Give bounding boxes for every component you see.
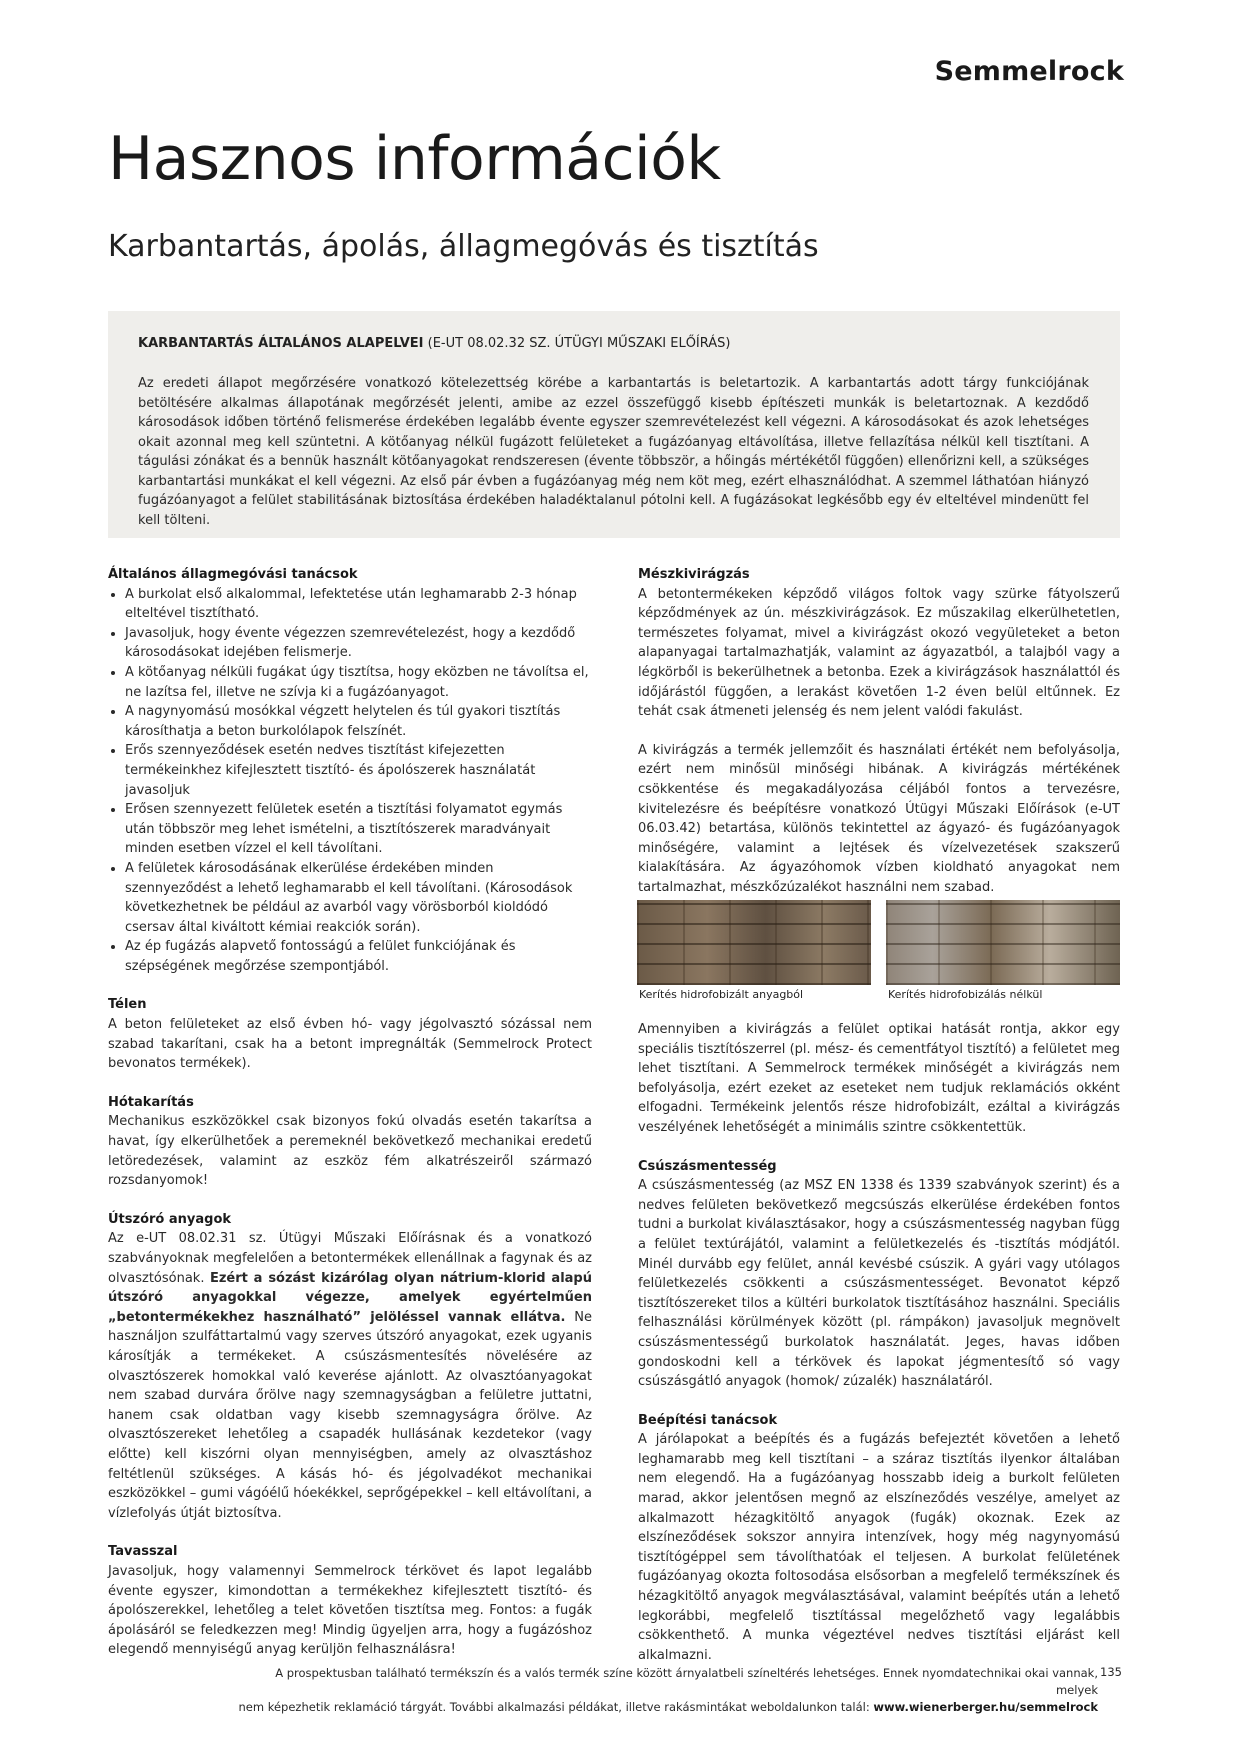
left-column (108, 565, 592, 1660)
footer-line-1: A prospektusban található termékszín és a valós termék színe között árnyalatbeli színeltérés lehetséges. Ennek nyomdatechnikai okai vannak, melyek (275, 1666, 1098, 1697)
page-number: 135 (1100, 1665, 1122, 1679)
list-item: • Javasoljuk, hogy évente végezzen szemrevételezést, hogy a kezdődő károsodásokat idejében felismerje. (125, 624, 592, 663)
list-item: • Erősen szennyezett felületek esetén a tisztítási folyamatot egymás után többször meg lehet ismételni, a tisztítószerek maradványait minden esetben vízzel el kell távolítani. (125, 800, 592, 859)
section-title-winter: Télen (108, 997, 147, 1013)
general-tips-list (108, 585, 592, 977)
footer-line-2 (238, 1699, 1098, 1716)
footer-url-link[interactable]: www.wienerberger.hu/semmelrock (873, 1700, 1098, 1714)
fence-photos (637, 900, 1120, 1001)
slip-text: A csúszásmentesség (az MSZ EN 1338 és 1339 szabványok szerint) és a nedves felületen bekövetkező megcsúszás elkerülése érdekében fontos tudni a burkolat kiválasztásakor, hogy a csúszásmentesség nagyban függ a felület textúrájától, valamint a felületkezelés és -tisztítás módjától. Minél durvább egy felület, annál kevésbé csúszik. A gyári vagy utólagos felületkezelés csökkenti a csúszásmentességet. Bevonatot képző tisztítószereket tilos a kültéri burkolatok tisztításához használni. Speciális felhasználási körülmények között (pl. rámpákon) javasoljuk megnövelt csúszásmentességű burkolatok használatát. Jeges, havas időben gondoskodni kell a térkövek és lapokat jégmentesítő só vagy csúszásgátló anyagok (homok/ zúzalék) használatáról. (638, 1178, 1120, 1390)
snow-text: Mechanikus eszközökkel csak bizonyos fokú olvadás esetén takarítsa a havat, így elkerülhetőek a peremeknél bekövetkező mechanikai eredetű letöredezések, valamint az eszköz fém alkatrészeiről származó rozsdanyomok! (108, 1114, 592, 1189)
photo-caption: Kerítés hidrofobizálás nélkül (888, 988, 1043, 1001)
efflorescence-text-1: A betontermékeken képződő világos foltok vagy szürke fátyolszerű képződmények az ún. mészkivirágzások. Ez műszakilag elkerülhetetlen, természetes folyamat, mivel a kivirágzást okozó vegyületeket a beton alapanyagai tartalmazhatják, valamint az ágyazatból, a talajból vagy a légkörből is bekerülhetnek a betonba. Ezek a kivirágzások használattól és időjárástól függően, a lerakást követően 1-2 éven belül eltűnnek. Ez tehát csak átmeneti jelenség és nem jelent valódi fakulást. (638, 586, 1120, 720)
right-column-top (638, 565, 1120, 898)
section-title-general: Általános állagmegóvási tanácsok (108, 567, 358, 582)
list-item: • A felületek károsodásának elkerülése érdekében minden szennyeződést a lehető leghamarabb el kell távolítani. (Károsodások következhetnek be például az avarból vagy vörösborból kioldódó csersav által kiváltott kémiai reakciók során). (125, 859, 592, 937)
box-title (138, 336, 730, 351)
list-item: • A kötőanyag nélküli fugákat úgy tisztítsa, hogy eközben ne távolítsa el, ne lazítsa fel, illetve ne szívja ki a fugázóanyagot. (125, 663, 592, 702)
photo-caption: Kerítés hidrofobizált anyagból (639, 988, 804, 1001)
maintenance-principles-box (108, 311, 1120, 538)
list-item: • A nagynyomású mosókkal végzett helytelen és túl gyakori tisztítás károsíthatja a beton burkolólapok felszínét. (125, 702, 592, 741)
box-body: Az eredeti állapot megőrzésére vonatkozó kötelezettség körébe a karbantartás is beletartozik. A karbantartás adott tárgy funkciójának betöltésére alkalmas állapotának megőrzését jelenti, amibe az ezzel összefüggő kisebb építészeti munkák is beletartoznak. A kezdődő károsodások időben történő felismerése érdekében legalább évente egyszer szemrevételezést kell végezni. A károsodásokat és azok lehetséges okait azonnal meg kell szüntetni. A kötőanyag nélkül fugázott felületeket a fugázóanyag eltávolítása, illetve fellazítása nélkül kell tisztítani. A tágulási zónákat és a bennük használt kötőanyagokat rendszeresen (évente többször, a hőingás mértékétől függően) ellenőrizni kell, a szükséges karbantartási munkákat el kell végezni. Az első pár évben a fugázóanyag még nem köt meg, ezért elhasználódhat. A szemmel láthatóan hiányzó fugázóanyagot a felület stabilitásának biztosítása érdekében haladéktalanul pótolni kell. A fugázásokat legkésőbb egy év elteltével mindenütt fel kell tölteni. (138, 376, 1089, 528)
efflorescence-text-3: Amennyiben a kivirágzás a felület optikai hatását rontja, akkor egy speciális tisztítószerrel (pl. mész- és cementfátyol tisztító) a felületet meg lehet tisztítani. A Semmelrock termékek minőségét a kivirágzás nem befolyásolja, ezért ezeket az eseteket nem tudjuk reklamációs okként elfogadni. Termékeink jelentős része hidrofobizált, ezáltal a kivirágzás veszélyének lehetőségét a minimális szintre csökkentettük. (638, 1022, 1120, 1135)
efflorescence-text-2: A kivirágzás a termék jellemzőit és használati értékét nem befolyásolja, ezért nem minősül minőségi hibának. A kivirágzás mértékének csökkentése és megakadályozása céljából fontos a tervezésre, kivitelezésre és beépítésre vonatkozó Útügyi Műszaki Előírások (e-UT 06.03.42) betartása, különös tekintettel az ágyazó- és fugázóanyagok minőségére, valamint a lejtések és vízelvezetések szakszerű kialakítására. Az ágyazóhomok vízben kioldható anyagokat nem tartalmazhat, mészkőzúzalékot használni nem szabad. (638, 742, 1120, 895)
list-item: • Erős szennyeződések esetén nedves tisztítást kifejezetten termékeinkhez kifejlesztett tisztító- és ápolószerek használatát javasoljuk (125, 741, 592, 800)
section-title-spring: Tavasszal (108, 1544, 178, 1560)
section-title-install: Beépítési tanácsok (638, 1412, 778, 1428)
page-title: Hasznos információk (108, 124, 721, 194)
brand-logo: Semmelrock (934, 56, 1124, 87)
grit-text-b: Ne használjon szulfáttartalmú vagy szerves útszóró anyagokat, ezek ugyanis károsítják a termékeket. A csúszásmentesítés növelésére az olvasztószerek homokkal való keverése ajánlott. Az olvasztóanyagokat nem szabad durvára őrölve nagy szemnagyságban a felületre juttatni, hanem csak oldatban vagy kisebb szemnagyságra őrölve. Az olvasztószereket lehetőleg a csapadék hullásának kezdetekor (vagy előtte) kell kiszórni olyan mennyiségben, amely az olvasztáshoz feltétlenül szükséges. A kásás hó- és jégolvadékot mechanikai eszközökkel – gumi vágóélű hóekékkel, seprőgépekkel – kell eltávolítani, a vízlefolyás útját biztosítva. (108, 1309, 592, 1521)
grit-text (108, 1229, 592, 1523)
list-item: • A burkolat első alkalommal, lefektetése után leghamarabb 2-3 hónap elteltével tisztítható. (125, 585, 592, 624)
section-title-snow: Hótakarítás (108, 1094, 194, 1110)
fence-hydrophobized-photo (637, 900, 871, 985)
right-column-bottom (638, 1020, 1120, 1665)
footer-line-2-text: nem képezhetik reklamáció tárgyát. További alkalmazási példákat, illetve rakásmintákat weboldalunkon talál: (238, 1700, 874, 1714)
page-subtitle: Karbantartás, ápolás, állagmegóvás és tisztítás (108, 229, 819, 264)
install-text: A járólapokat a beépítés és a fugázás befejeztét követően a lehető leghamarabb meg kell tisztítani – a száraz tisztítás ilyenkor általában nem elegendő. Ha a fugázóanyag hosszabb ideig a burkolt felületen marad, akkor jelentősen megnő az elszíneződés veszélye, amelyet az alkalmazott hézagkitöltő anyagok (fugák) okoznak. Ezek az elszíneződések sokszor annyira intenzívek, hogy még nagynyomású tisztítógéppel sem távolíthatóak el teljesen. A burkolat felületének fugázóanyag okozta foltosodása elsősorban a megfelelő termékszínek és hézagkitöltő anyagok megválasztásával, valamint beépítés után a lehető legkorábbi, megfelelő tisztítással megelőzhető vagy legalábbis csökkenthető. A munka végeztével nedves tisztítási eljárást kell alkalmazni. (638, 1432, 1120, 1663)
winter-text: A beton felületeket az első évben hó- vagy jégolvasztó sózással nem szabad takarítani, csak ha a betont impregnálták (Semmelrock Protect bevonatos termékek). (108, 1017, 592, 1072)
fence-untreated-photo (886, 900, 1120, 985)
grit-text-bold: Ezért a sózást kizárólag olyan nátrium-klorid alapú útszóró anyagokkal végezze, amelyek egyértelműen „betontermékekhez használható” jelöléssel vannak ellátva. (108, 1270, 592, 1325)
section-title-grit: Útszóró anyagok (108, 1211, 232, 1227)
list-item: • Az ép fugázás alapvető fontosságú a felület funkciójának és szépségének megőrzése szempontjából. (125, 937, 592, 976)
section-title-slip: Csúszásmentesség (638, 1158, 777, 1174)
section-title-efflorescence: Mészkivirágzás (638, 567, 750, 582)
spring-text: Javasoljuk, hogy valamennyi Semmelrock térkövet és lapot legalább évente egyszer, kimondottan a termékekhez kifejlesztett tisztító- és ápolószerekkel, lehetőleg a telet követően tisztítsa meg. Fontos: a fugák ápolásáról se feledkezzen meg! Mindig ügyeljen arra, hogy a fugázóshoz elegendő mennyiségű anyag kerüljön felhasználásra! (108, 1563, 592, 1658)
box-title-bold: KARBANTARTÁS ÁLTALÁNOS ALAPELVEI (138, 336, 424, 351)
footer-note (238, 1665, 1098, 1716)
grit-text-a: Az e-UT 08.02.31 sz. Útügyi Műszaki Előírásnak és a vonatkozó szabványoknak megfelelően a betontermékek ellenállnak a fagynak és az olvasztósónak. (108, 1231, 592, 1286)
box-title-rest: (E-UT 08.02.32 SZ. ÚTÜGYI MŰSZAKI ELŐÍRÁS) (423, 336, 731, 351)
